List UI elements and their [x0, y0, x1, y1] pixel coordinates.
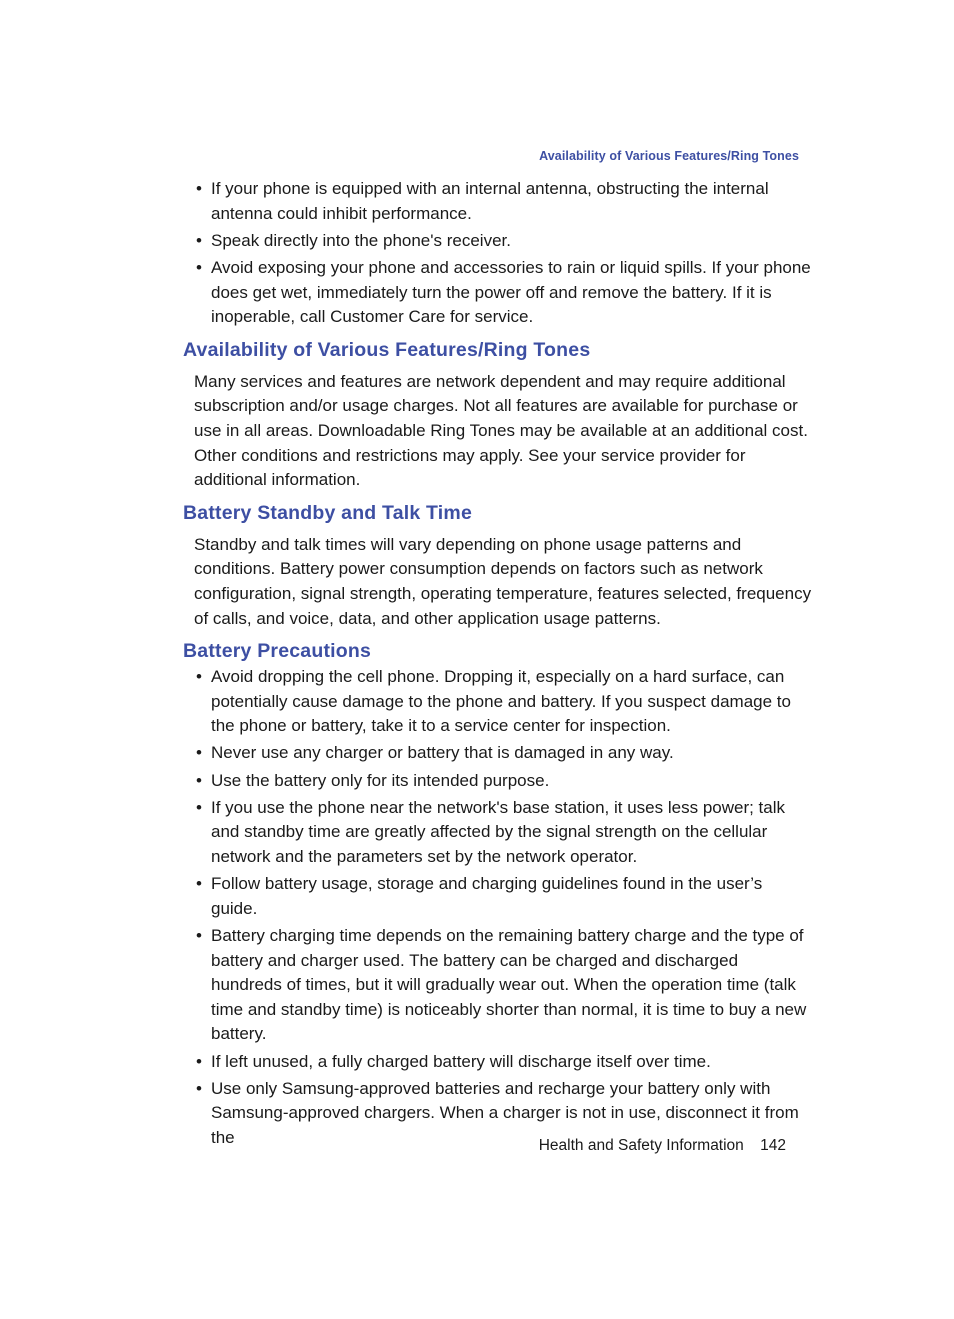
list-item: • Never use any charger or battery that is damaged in any way.: [196, 743, 674, 763]
precautions-bullet-list: [183, 665, 813, 1150]
list-item: • Follow battery usage, storage and charging guidelines found in the user’s guide.: [196, 874, 763, 918]
footer-section-title: Health and Safety Information: [538, 1137, 744, 1154]
list-item: • Battery charging time depends on the remaining battery charge and the type of battery and charger used. The battery can be charged and discharged hundreds of times, but it will gradually wear out. When the operation time (talk time and standby time) is noticeably shorter than normal, it is time to buy a new battery.: [196, 926, 807, 1044]
section-heading-precautions: Battery Precautions: [183, 640, 372, 663]
list-item: • If left unused, a fully charged battery will discharge itself over time.: [196, 1051, 711, 1071]
running-header: Availability of Various Features/Ring Tones: [539, 149, 799, 163]
section-heading-standby: Battery Standby and Talk Time: [183, 501, 472, 524]
section-body-availability: Many services and features are network dependent and may require additional subscription and/or usage charges. Not all features are available for purchase or use in all areas. Downloadable Ring Tones may be available at an additional cost. Other conditions and restrictions may apply. See your service provider for additional information.: [194, 371, 808, 490]
page-content: [183, 177, 813, 1153]
section-body-standby: Standby and talk times will vary depending on phone usage patterns and conditions. Battery power consumption depends on factors such as network configuration, signal strength, operating temperature, features selected, frequency of calls, and voice, data, and other application usage patterns.: [194, 534, 812, 628]
list-item: • Use the battery only for its intended purpose.: [196, 770, 550, 790]
page-footer: [539, 1137, 786, 1155]
list-item: • If your phone is equipped with an internal antenna, obstructing the internal antenna could inhibit performance.: [196, 179, 769, 223]
section-heading-availability: Availability of Various Features/Ring Tones: [183, 338, 591, 361]
list-item: • Speak directly into the phone's receiver.: [196, 230, 511, 250]
page-number: 142: [760, 1137, 786, 1154]
list-item: • Avoid exposing your phone and accessories to rain or liquid spills. If your phone does get wet, immediately turn the power off and remove the battery. If it is inoperable, call Customer Care for service.: [196, 257, 811, 327]
list-item: • If you use the phone near the network's base station, it uses less power; talk and standby time are greatly affected by the signal strength on the cellular network and the parameters set by the network operator.: [196, 797, 786, 867]
intro-bullet-list: [183, 177, 813, 330]
list-item: • Avoid dropping the cell phone. Dropping it, especially on a hard surface, can potentially cause damage to the phone and battery. If you suspect damage to the phone or battery, take it to a service center for inspection.: [196, 667, 791, 736]
list-item: • Use only Samsung-approved batteries and recharge your battery only with Samsung-approved chargers. When a charger is not in use, disconnect it from the: [196, 1078, 799, 1147]
